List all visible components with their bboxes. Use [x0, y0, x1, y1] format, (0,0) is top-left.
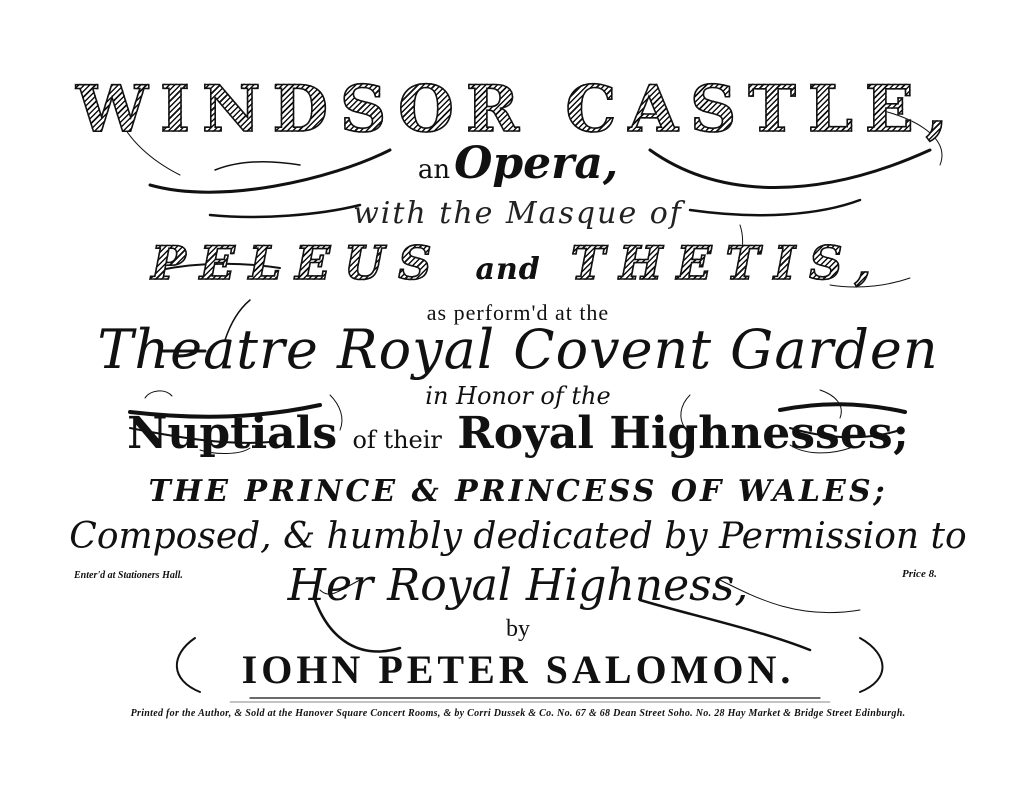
title-windsor-castle: WINDSOR CASTLE,: [0, 72, 1036, 147]
prince-the: THE: [148, 474, 231, 509]
her-royal-highness-line: Her Royal Highness,: [287, 560, 749, 611]
subtitle-prefix: an: [417, 155, 451, 185]
prince-princess-line: [0, 474, 1036, 509]
peleus-thetis-line: [0, 236, 1036, 290]
nuptials-royal-highnesses: Royal Highnesses;: [457, 408, 909, 459]
subtitle-opera-word: Opera,: [454, 138, 619, 189]
nuptials-line: [0, 408, 1036, 459]
prince-wales: WALES;: [737, 474, 888, 509]
theatre-line: Theatre Royal Covent Garden: [97, 318, 939, 381]
nuptials-of-their: of their: [352, 426, 442, 454]
composer-name: IOHN PETER SALOMON.: [241, 647, 795, 692]
subtitle-opera: [0, 138, 1036, 189]
prince-main: PRINCE & PRINCESS: [244, 474, 658, 509]
entered-stationers-hall: Enter'd at Stationers Hall.: [74, 570, 183, 581]
nuptials-word: Nuptials: [127, 408, 338, 459]
honor-line: in Honor of the: [425, 382, 611, 410]
thetis-word: THETIS,: [570, 236, 885, 290]
composed-line: Composed, & humbly dedicated by Permission to: [69, 516, 967, 557]
performed-line: as perform'd at the: [426, 300, 610, 325]
peleus-word: PELEUS: [151, 236, 446, 290]
imprint-line: Printed for the Author, & Sold at the Hanover Square Concert Rooms, & by Corri Dussek & Co. No. 67 & 68 Dean Street Soho. No. 28 Hay Market & Bridge Street Edinburgh.: [130, 708, 906, 719]
by-line: by: [506, 616, 530, 642]
masque-line: with the Masque of: [353, 196, 683, 231]
price-label: Price 8.: [902, 568, 937, 580]
prince-of: OF: [670, 474, 725, 509]
peleus-and-word: and: [475, 252, 541, 287]
